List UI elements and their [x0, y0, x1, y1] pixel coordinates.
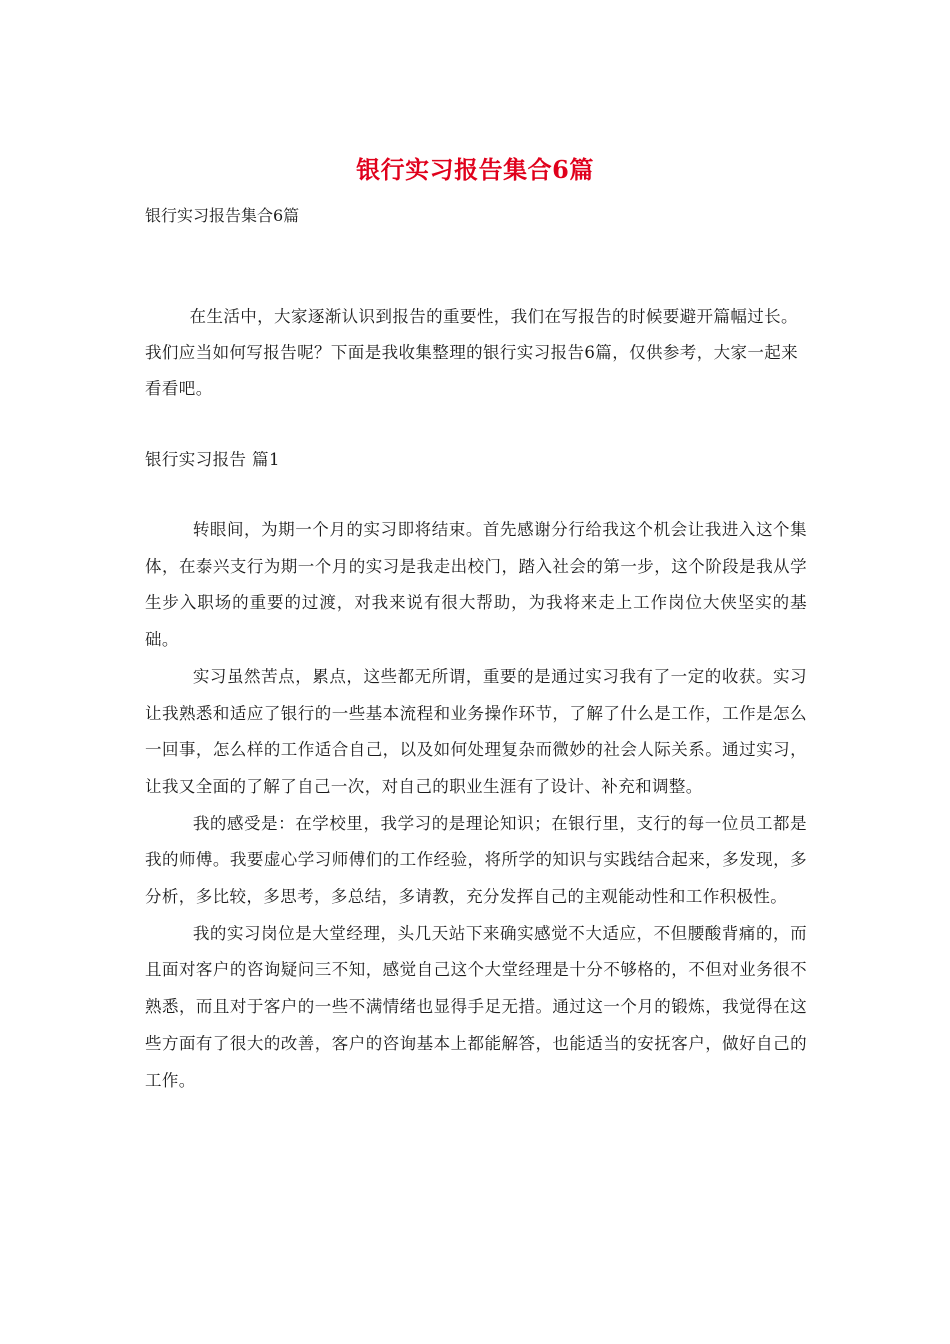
document-title: 银行实习报告集合6篇 [356, 155, 594, 184]
intro-paragraph: 在生活中，大家逐渐认识到报告的重要性，我们在写报告的时候要避开篇幅过长。我们应当如何写报告呢？下面是我收集整理的银行实习报告6篇，仅供参考，大家一起来看看吧。 [145, 307, 799, 398]
section-heading: 银行实习报告 篇1 [145, 450, 280, 469]
body-paragraph: 实习虽然苦点，累点，这些都无所谓，重要的是通过实习我有了一定的收获。实习让我熟悉和适应了银行的一些基本流程和业务操作环节，了解了什么是工作，工作是怎么一回事，怎么样的工作适合自己，以及如何处理复杂而微妙的社会人际关系。通过实习，让我又全面的了解了自己一次，对自己的职业生涯有了设计、补充和调整。 [145, 666, 807, 796]
section-body [145, 512, 807, 1099]
body-paragraph: 我的感受是：在学校里，我学习的是理论知识；在银行里，支行的每一位员工都是我的师傅。我要虚心学习师傅们的工作经验，将所学的知识与实践结合起来，多发现，多分析，多比较，多思考，多总结，多请教，充分发挥自己的主观能动性和工作积极性。 [145, 813, 807, 907]
body-paragraph: 我的实习岗位是大堂经理，头几天站下来确实感觉不大适应，不但腰酸背痛的，而且面对客户的咨询疑问三不知，感觉自己这个大堂经理是十分不够格的，不但对业务很不熟悉，而且对于客户的一些不满情绪也显得手足无措。通过这一个月的锻炼，我觉得在这些方面有了很大的改善，客户的咨询基本上都能解答，也能适当的安抚客户，做好自己的工作。 [145, 923, 807, 1090]
document-subtitle: 银行实习报告集合6篇 [145, 206, 300, 225]
body-paragraph: 转眼间，为期一个月的实习即将结束。首先感谢分行给我这个机会让我进入这个集体，在泰兴支行为期一个月的实习是我走出校门，踏入社会的第一步，这个阶段是我从学生步入职场的重要的过渡，对我来说有很大帮助，为我将来走上工作岗位大侠坚实的基础。 [145, 520, 807, 650]
